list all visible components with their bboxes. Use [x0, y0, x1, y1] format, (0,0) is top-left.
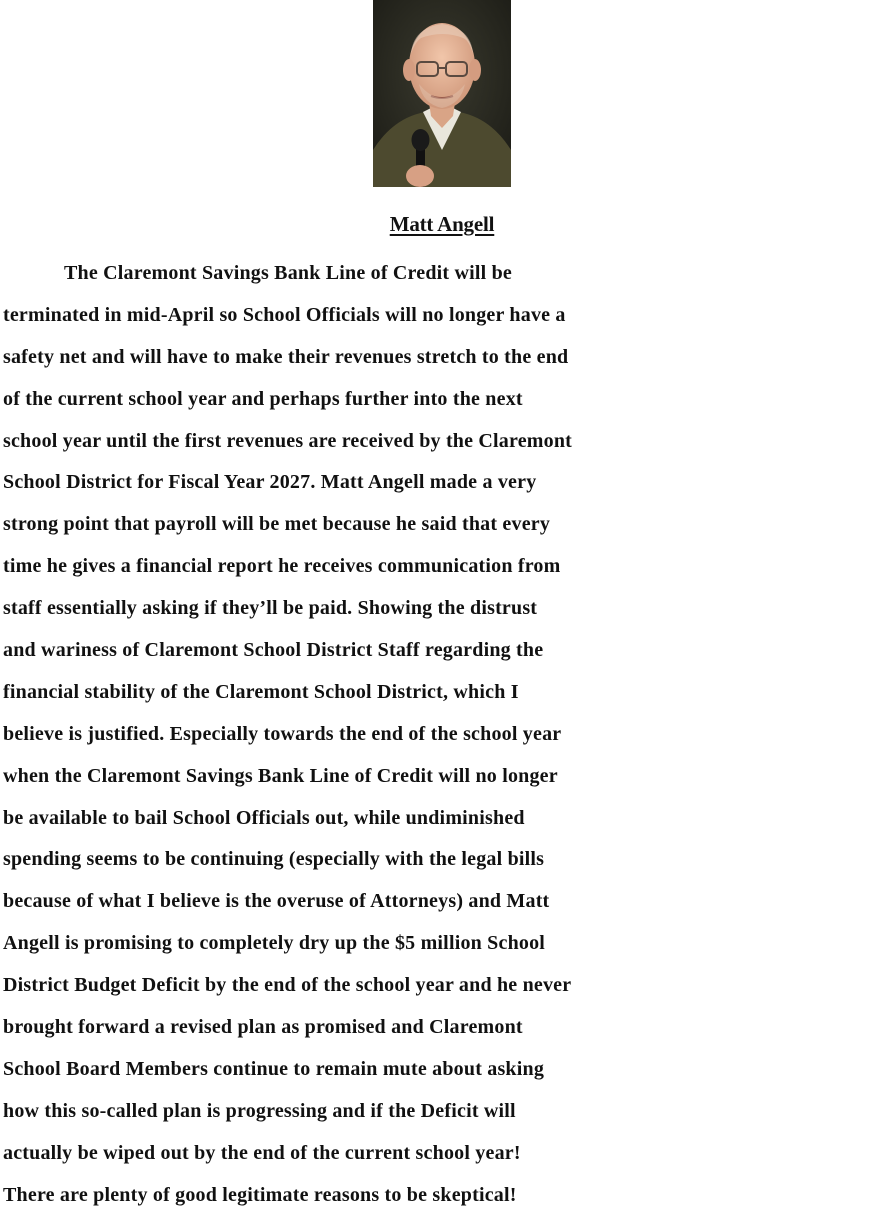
paragraph-line: school year until the first revenues are received by the Claremont — [3, 429, 573, 452]
paragraph-line: spending seems to be continuing (especially with the legal bills — [3, 848, 545, 871]
article-paragraph — [3, 253, 880, 1216]
paragraph-line: strong point that payroll will be met because he said that every — [3, 513, 551, 536]
paragraph-line: brought forward a revised plan as promised and Claremont — [3, 1016, 523, 1039]
paragraph-line: staff essentially asking if they’ll be paid. Showing the distrust — [3, 597, 538, 620]
paragraph-line: be available to bail School Officials out, while undiminished — [3, 806, 525, 829]
paragraph-line: Angell is promising to completely dry up the $5 million School — [3, 932, 546, 955]
paragraph-line: believe is justified. Especially towards the end of the school year — [3, 722, 562, 745]
paragraph-line: School District for Fiscal Year 2027. Matt Angell made a very — [3, 471, 537, 494]
paragraph-line: There are plenty of good legitimate reasons to be skeptical! — [3, 1183, 517, 1206]
paragraph-line: time he gives a financial report he receives communication from — [3, 555, 561, 578]
paragraph-line: how this so-called plan is progressing and if the Deficit will — [3, 1099, 516, 1122]
paragraph-line: of the current school year and perhaps further into the next — [3, 387, 523, 410]
paragraph-line: because of what I believe is the overuse of Attorneys) and Matt — [3, 890, 550, 913]
photo-caption: Matt Angell — [389, 212, 495, 236]
paragraph-line: School Board Members continue to remain mute about asking — [3, 1057, 545, 1080]
paragraph-line: financial stability of the Claremont School District, which I — [3, 680, 519, 703]
paragraph-line: when the Claremont Savings Bank Line of Credit will no longer — [3, 764, 558, 787]
paragraph-line: safety net and will have to make their revenues stretch to the end — [3, 345, 569, 368]
speaker-photo — [373, 0, 511, 187]
paragraph-line: actually be wiped out by the end of the current school year! — [3, 1141, 521, 1164]
paragraph-line: District Budget Deficit by the end of the school year and he never — [3, 974, 572, 997]
paragraph-line: terminated in mid-April so School Officials will no longer have a — [3, 303, 566, 326]
paragraph-line: The Claremont Savings Bank Line of Credit will be — [64, 262, 512, 284]
paragraph-line: and wariness of Claremont School District Staff regarding the — [3, 639, 544, 662]
